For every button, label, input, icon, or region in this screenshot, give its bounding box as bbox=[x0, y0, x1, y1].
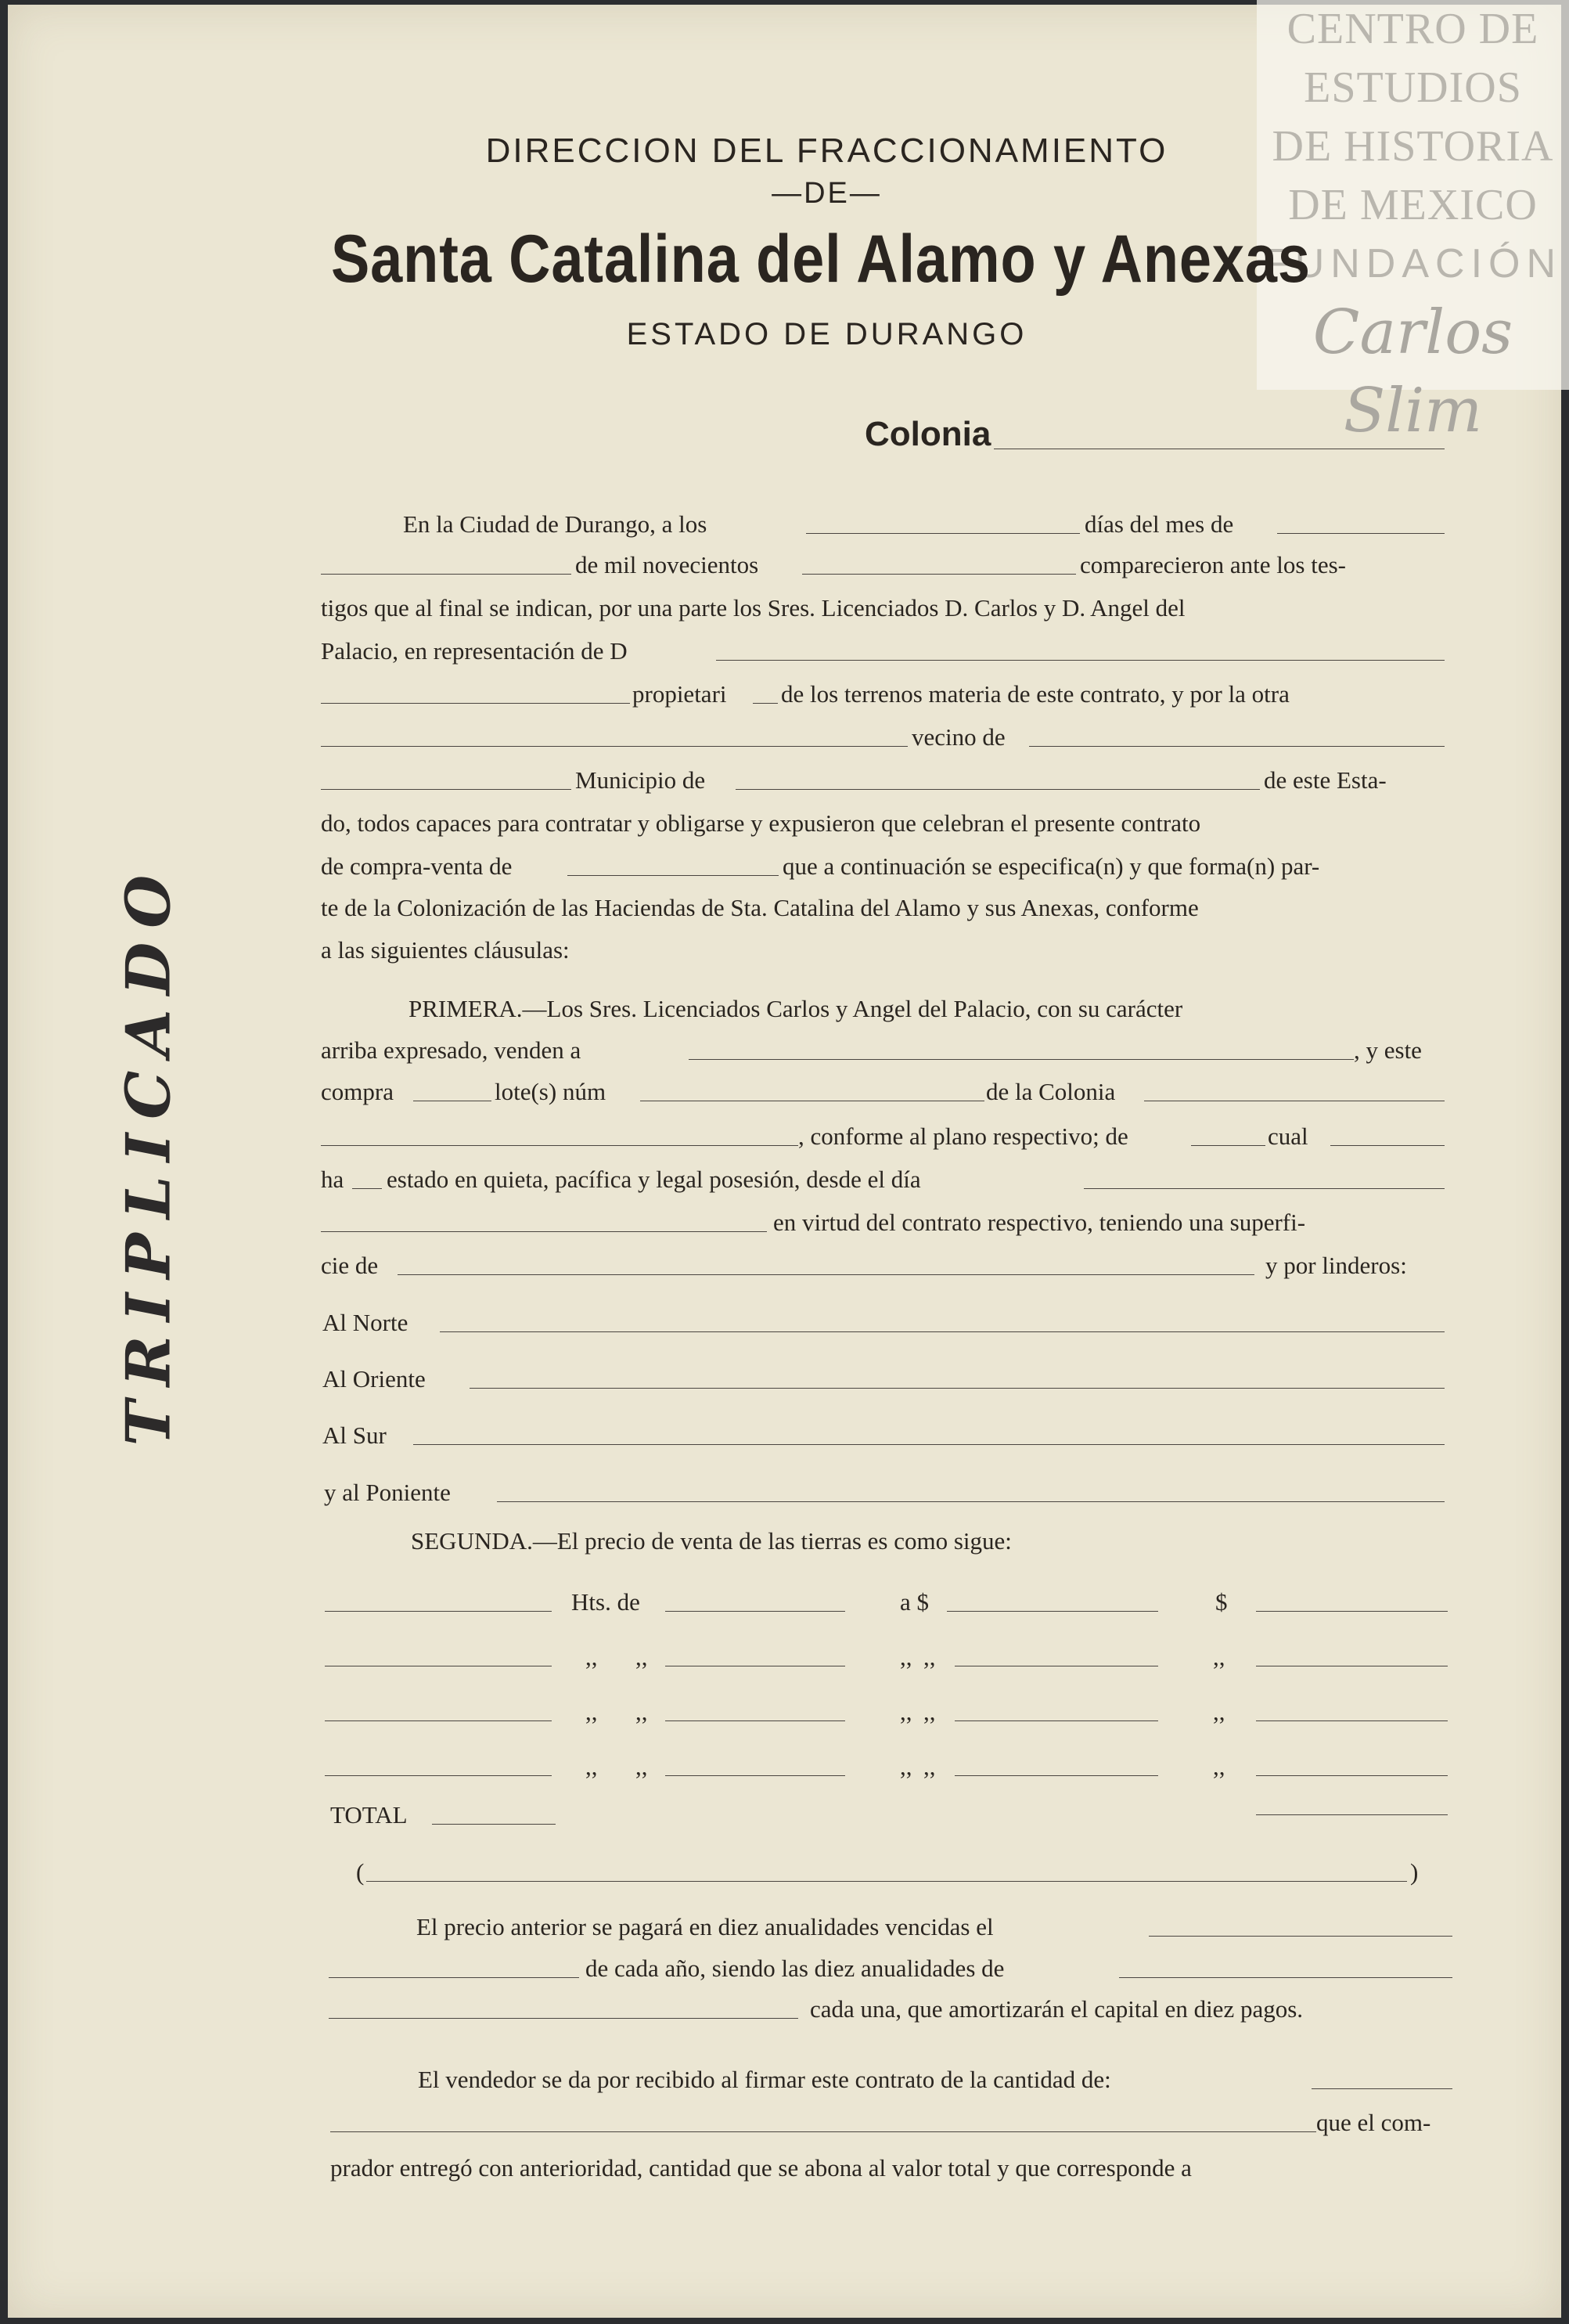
cantidad-field-2[interactable] bbox=[330, 2131, 1316, 2132]
form-line bbox=[321, 759, 1448, 794]
gender-suffix-field[interactable] bbox=[753, 703, 778, 704]
total-words-field[interactable] bbox=[366, 1881, 1407, 1882]
form-line bbox=[321, 2102, 1448, 2137]
form-line bbox=[321, 587, 1448, 622]
text-segment: , conforme al plano respectivo; de bbox=[798, 1122, 1128, 1150]
price-rate-field[interactable] bbox=[955, 1775, 1158, 1776]
text-segment: propietari bbox=[632, 680, 727, 708]
price-row bbox=[321, 1636, 1448, 1671]
text-segment: , y este bbox=[1354, 1036, 1422, 1064]
price-rate-field[interactable] bbox=[955, 1720, 1158, 1721]
text-segment: y por linderos: bbox=[1265, 1252, 1407, 1279]
month-field-2[interactable] bbox=[321, 574, 571, 575]
watermark-line: DE MEXICO bbox=[1288, 181, 1538, 229]
text-segment: días del mes de bbox=[1085, 510, 1234, 538]
text-segment: do, todos capaces para contratar y obligarse y expusieron que celebran el presente contrato bbox=[321, 809, 1201, 837]
superficie-field[interactable] bbox=[398, 1274, 1254, 1275]
form-line bbox=[321, 503, 1448, 539]
watermark-line: ESTUDIOS bbox=[1304, 63, 1522, 112]
year-field[interactable] bbox=[802, 574, 1076, 575]
text-segment: En la Ciudad de Durango, a los bbox=[403, 510, 707, 538]
form-line bbox=[321, 845, 1448, 881]
watermark-line: FUNDACIÓN bbox=[1263, 241, 1563, 286]
text-segment: Al Norte bbox=[322, 1309, 408, 1336]
text-segment: prador entregó con anterioridad, cantidad que se abona al valor total y que corresponde a bbox=[330, 2154, 1192, 2182]
text-segment: Municipio de bbox=[575, 766, 706, 794]
ditto-mark: ,, bbox=[900, 1643, 912, 1670]
triplicado-side-label bbox=[113, 860, 185, 1446]
form-line bbox=[321, 1158, 1448, 1194]
anualidad-date-field-2[interactable] bbox=[329, 1977, 579, 1978]
ditto-mark: ,, bbox=[923, 1643, 936, 1670]
text-segment: cual bbox=[1268, 1122, 1308, 1150]
anualidad-date-field[interactable] bbox=[1149, 1936, 1452, 1937]
text-segment: ha bbox=[321, 1166, 344, 1193]
posesion-date-field-2[interactable] bbox=[321, 1231, 767, 1232]
header-de: —DE— bbox=[772, 177, 882, 210]
ditto-mark: ,, bbox=[635, 1753, 648, 1780]
text-segment: de los terrenos materia de este contrato, y por la otra bbox=[781, 680, 1290, 708]
text-segment: a $ bbox=[900, 1588, 930, 1616]
lindero-sur-field[interactable] bbox=[413, 1444, 1445, 1445]
total-amount-field[interactable] bbox=[1256, 1814, 1448, 1815]
text-segment: Al Sur bbox=[322, 1421, 387, 1449]
text-segment: arriba expresado, venden a bbox=[321, 1036, 581, 1064]
text-segment: estado en quieta, pacífica y legal posesión, desde el día bbox=[387, 1166, 921, 1193]
text-segment: El precio anterior se pagará en diez anualidades vencidas el bbox=[416, 1913, 994, 1940]
municipio-field[interactable] bbox=[736, 789, 1260, 790]
total-words-row bbox=[321, 1851, 1448, 1886]
text-segment: de este Esta- bbox=[1264, 766, 1387, 794]
form-line bbox=[321, 1988, 1448, 2023]
text-segment: a las siguientes cláusulas: bbox=[321, 936, 570, 964]
header-state: ESTADO DE DURANGO bbox=[626, 317, 1027, 351]
lindero-poniente-field[interactable] bbox=[497, 1501, 1445, 1502]
price-type-field[interactable] bbox=[665, 1775, 845, 1776]
ditto-mark: ,, bbox=[635, 1698, 648, 1725]
representado-field-2[interactable] bbox=[321, 703, 630, 704]
text-segment: El vendedor se da por recibido al firmar este contrato de la cantidad de: bbox=[418, 2066, 1111, 2093]
text-segment: cie de bbox=[321, 1252, 379, 1279]
form-line bbox=[321, 802, 1448, 838]
text-segment: de la Colonia bbox=[986, 1078, 1116, 1105]
text-segment: que a continuación se especifica(n) y que forma(n) par- bbox=[783, 852, 1320, 880]
form-line bbox=[321, 929, 1448, 964]
form-line bbox=[321, 2147, 1448, 2182]
price-amount-field[interactable] bbox=[1256, 1720, 1448, 1721]
form-line bbox=[321, 1029, 1448, 1065]
form-line bbox=[321, 2059, 1448, 2094]
form-line bbox=[321, 544, 1448, 579]
price-rate-field[interactable] bbox=[947, 1611, 1158, 1612]
vecino-field-2[interactable] bbox=[321, 789, 571, 790]
text-segment: ( bbox=[356, 1858, 365, 1886]
month-field[interactable] bbox=[1277, 533, 1445, 534]
text-segment: en virtud del contrato respectivo, teniendo una superfi- bbox=[773, 1209, 1306, 1236]
ditto-mark: ,, bbox=[585, 1753, 598, 1780]
form-line bbox=[321, 1115, 1448, 1151]
price-type-field[interactable] bbox=[665, 1720, 845, 1721]
text-segment: de cada año, siendo las diez anualidades de bbox=[585, 1955, 1005, 1982]
text-segment: vecino de bbox=[912, 723, 1006, 751]
text-segment: ) bbox=[1410, 1858, 1419, 1886]
form-line bbox=[321, 887, 1448, 922]
text-segment: Palacio, en representación de D bbox=[321, 637, 628, 665]
ditto-mark: ,, bbox=[635, 1643, 648, 1670]
text-segment: $ bbox=[1215, 1588, 1228, 1616]
ditto-mark: ,, bbox=[900, 1753, 912, 1780]
header-direccion: DIRECCION DEL FRACCIONAMIENTO bbox=[485, 132, 1168, 170]
text-segment: que el com- bbox=[1316, 2109, 1431, 2136]
price-amount-field[interactable] bbox=[1256, 1611, 1448, 1612]
ditto-mark: ,, bbox=[585, 1643, 598, 1670]
form-line bbox=[321, 1302, 1448, 1337]
text-segment: cada una, que amortizarán el capital en diez pagos. bbox=[810, 1995, 1304, 2023]
form-line bbox=[321, 1947, 1448, 1983]
watermark-line: CENTRO DE bbox=[1287, 5, 1539, 53]
form-line bbox=[321, 1071, 1448, 1106]
price-row bbox=[321, 1581, 1448, 1616]
ditto-mark: ,, bbox=[1213, 1698, 1225, 1725]
compraventa-field[interactable] bbox=[567, 875, 779, 876]
lindero-norte-field[interactable] bbox=[440, 1331, 1445, 1332]
text-segment: tigos que al final se indican, por una parte los Sres. Licenciados D. Carlos y D. Angel del bbox=[321, 594, 1186, 622]
watermark-signature: Carlos Slim bbox=[1312, 297, 1513, 446]
ditto-mark: ,, bbox=[585, 1698, 598, 1725]
text-segment: Hts. de bbox=[571, 1588, 640, 1616]
price-type-field[interactable] bbox=[665, 1611, 845, 1612]
ditto-mark: ,, bbox=[923, 1698, 936, 1725]
form-line bbox=[321, 1520, 1448, 1555]
comprador-name-field[interactable] bbox=[321, 746, 908, 747]
ditto-mark: ,, bbox=[923, 1753, 936, 1780]
form-line bbox=[321, 1358, 1448, 1393]
form-line bbox=[321, 716, 1448, 751]
ha-suffix-field[interactable] bbox=[352, 1188, 382, 1189]
text-segment: te de la Colonización de las Haciendas de Sta. Catalina del Alamo y sus Anexas, conforme bbox=[321, 894, 1199, 921]
form-line bbox=[321, 1472, 1448, 1507]
price-hectares-field[interactable] bbox=[325, 1720, 552, 1721]
text-segment: lote(s) núm bbox=[495, 1078, 606, 1105]
cantidad-field[interactable] bbox=[1312, 2088, 1452, 2089]
colonia-label: Colonia bbox=[865, 415, 991, 453]
colonia-name-field-2[interactable] bbox=[321, 1145, 798, 1146]
header-title: Santa Catalina del Alamo y Anexas bbox=[330, 222, 1311, 297]
colonia-line bbox=[321, 415, 1448, 454]
ditto-mark: ,, bbox=[900, 1698, 912, 1725]
representado-field[interactable] bbox=[716, 660, 1445, 661]
side-label-text: TRIPLICADO bbox=[113, 860, 185, 1446]
total-label: TOTAL bbox=[330, 1801, 408, 1829]
clause-segunda-title: SEGUNDA.—El precio de venta de las tierras es como sigue: bbox=[411, 1527, 1012, 1555]
form-line bbox=[321, 1245, 1448, 1280]
text-segment: y al Poniente bbox=[324, 1479, 451, 1506]
watermark-line: DE HISTORIA bbox=[1272, 122, 1554, 171]
text-segment: Al Oriente bbox=[322, 1365, 426, 1393]
text-segment: de mil novecientos bbox=[575, 551, 759, 578]
form-line bbox=[321, 630, 1448, 665]
text-segment: comparecieron ante los tes- bbox=[1080, 551, 1346, 578]
total-row bbox=[321, 1794, 1448, 1829]
price-row bbox=[321, 1691, 1448, 1726]
lindero-oriente-field[interactable] bbox=[470, 1388, 1445, 1389]
anualidad-amount-field[interactable] bbox=[1119, 1977, 1452, 1978]
text-segment: de compra-venta de bbox=[321, 852, 513, 880]
ditto-mark: ,, bbox=[1213, 1643, 1225, 1670]
clause-primera-title: PRIMERA.—Los Sres. Licenciados Carlos y Angel del Palacio, con su carácter bbox=[408, 995, 1183, 1022]
form-line bbox=[321, 1414, 1448, 1450]
de-field[interactable] bbox=[1191, 1145, 1265, 1146]
price-row bbox=[321, 1746, 1448, 1781]
ditto-mark: ,, bbox=[1213, 1753, 1225, 1780]
venden-a-field[interactable] bbox=[689, 1059, 1354, 1060]
vecino-field[interactable] bbox=[1029, 746, 1445, 747]
form-line bbox=[321, 1906, 1448, 1941]
posesion-date-field[interactable] bbox=[1084, 1188, 1445, 1189]
form-line bbox=[321, 1202, 1448, 1237]
form-line bbox=[321, 673, 1448, 708]
text-segment: compra bbox=[321, 1078, 394, 1105]
price-hectares-field[interactable] bbox=[325, 1611, 552, 1612]
price-hectares-field[interactable] bbox=[325, 1775, 552, 1776]
cual-field[interactable] bbox=[1330, 1145, 1445, 1146]
form-line bbox=[321, 988, 1448, 1023]
total-hectares-field[interactable] bbox=[432, 1824, 556, 1825]
anualidad-amount-field-2[interactable] bbox=[329, 2018, 798, 2019]
price-amount-field[interactable] bbox=[1256, 1775, 1448, 1776]
day-field[interactable] bbox=[806, 533, 1080, 534]
